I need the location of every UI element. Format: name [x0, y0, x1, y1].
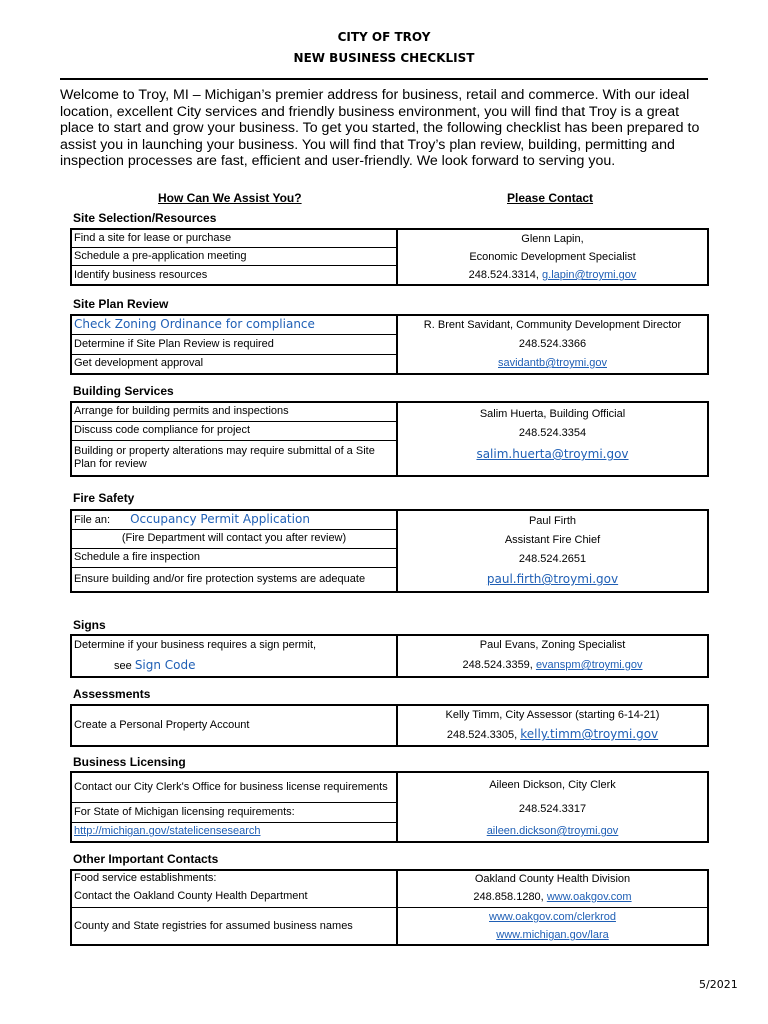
see-label: see	[114, 659, 132, 672]
section-title-fire: Fire Safety	[73, 491, 135, 505]
sign-code-link[interactable]: Sign Code	[134, 657, 196, 672]
contact-name: Aileen Dickson, City Clerk	[489, 779, 616, 791]
task-cell: Identify business resources	[71, 266, 397, 285]
email-link[interactable]: salim.huerta@troymi.gov	[476, 447, 629, 461]
contact-cell	[397, 315, 708, 374]
section-title-siteplan: Site Plan Review	[73, 297, 169, 311]
column-header-contact: Please Contact	[507, 191, 594, 205]
section-title-building: Building Services	[73, 384, 174, 398]
task-cell: Food service establishments:	[71, 870, 397, 887]
contact-cell	[397, 870, 708, 908]
contact-phone: 248.524.2651	[518, 553, 587, 565]
task-cell: Schedule a fire inspection	[71, 548, 397, 567]
task-cell: Discuss code compliance for project	[71, 421, 397, 440]
contact-phone: 248.858.1280,	[473, 891, 544, 903]
assess-table	[70, 704, 709, 747]
contact-title: Assistant Fire Chief	[504, 534, 601, 546]
task-cell: County and State registries for assumed business names	[71, 908, 397, 946]
contact-name: Kelly Timm, City Assessor (starting 6-14-21)	[445, 709, 660, 721]
intro-paragraph: Welcome to Troy, MI – Michigan’s premier address for business, retail and commerce. With our ideal location, excellent City services and friendly business environment, you will find that Troy is a great place to start and grow your business. To get you started, the following checklist has been prepared to assist you in launching your business. You will find that Troy’s plan review, building, permitting and inspection processes are fast, efficient and user-friendly. We look forward to serving you.	[60, 87, 700, 170]
contact-phone: 248.524.3359,	[462, 659, 533, 671]
contact-name: Glenn Lapin,	[521, 233, 584, 245]
task-cell: For State of Michigan licensing requirements:	[71, 802, 397, 822]
website-link[interactable]: www.michigan.gov/lara	[496, 929, 609, 941]
contact-phone: 248.524.3305,	[446, 729, 518, 741]
email-link[interactable]: g.lapin@troymi.gov	[542, 269, 637, 281]
contact-cell	[397, 908, 708, 946]
task-cell: Schedule a pre-application meeting	[71, 247, 397, 265]
file-an-label: File an:	[74, 513, 111, 526]
doc-title: CITY OF TROY	[337, 30, 431, 44]
fire-note: (Fire Department will contact you after review)	[71, 529, 397, 548]
occupancy-permit-link[interactable]: Occupancy Permit Application	[130, 511, 310, 526]
task-cell: Contact the Oakland County Health Department	[71, 887, 397, 908]
column-header-assist: How Can We Assist You?	[158, 191, 302, 205]
licensing-table	[70, 771, 709, 843]
task-cell: Find a site for lease or purchase	[71, 229, 397, 247]
contact-phone: 248.524.3317	[518, 803, 587, 815]
contact-cell	[397, 402, 708, 476]
state-license-link[interactable]: http://michigan.gov/statelicensesearch	[74, 825, 261, 838]
task-cell: Building or property alterations may require submittal of a Site Plan for review	[71, 440, 397, 476]
doc-subtitle: NEW BUSINESS CHECKLIST	[293, 51, 475, 65]
email-link[interactable]: evanspm@troymi.gov	[535, 659, 643, 671]
section-title-assessments: Assessments	[73, 687, 151, 701]
task-cell: Ensure building and/or fire protection systems are adequate	[71, 567, 397, 592]
contact-name: Paul Firth	[528, 515, 577, 527]
email-link[interactable]: paul.firth@troymi.gov	[486, 572, 619, 586]
contact-name: Oakland County Health Division	[474, 873, 631, 885]
email-link[interactable]: savidantb@troymi.gov	[498, 357, 607, 369]
siteplan-table	[70, 314, 709, 375]
section-title-other: Other Important Contacts	[73, 852, 219, 866]
contact-phone: 248.524.3314,	[468, 269, 539, 281]
contact-phone: 248.524.3366	[518, 338, 587, 350]
website-link[interactable]: www.oakgov.com/clerkrod	[489, 911, 616, 923]
contact-cell	[397, 772, 708, 842]
task-cell: Contact our City Clerk's Office for business license requirements	[71, 772, 397, 802]
contact-name: Paul Evans, Zoning Specialist	[479, 639, 626, 651]
contact-title: Economic Development Specialist	[469, 251, 636, 263]
task-cell: Determine if Site Plan Review is required	[71, 335, 397, 355]
building-table	[70, 401, 709, 477]
contact-cell	[397, 229, 708, 285]
task-cell: Arrange for building permits and inspections	[71, 402, 397, 421]
email-link[interactable]: kelly.timm@troymi.gov	[520, 727, 659, 741]
zoning-ordinance-link[interactable]: Check Zoning Ordinance for compliance	[74, 317, 315, 332]
website-link[interactable]: www.oakgov.com	[546, 891, 632, 903]
task-cell: Determine if your business requires a sign permit,	[71, 635, 397, 655]
contact-cell	[397, 705, 708, 746]
contact-cell	[397, 635, 708, 677]
footer-date: 5/2021	[699, 978, 738, 991]
other-table	[70, 869, 709, 946]
contact-cell	[397, 510, 708, 592]
section-title-licensing: Business Licensing	[73, 755, 186, 769]
task-cell: Get development approval	[71, 354, 397, 374]
task-cell: Create a Personal Property Account	[71, 705, 397, 746]
contact-phone: 248.524.3354	[518, 427, 587, 439]
section-title-signs: Signs	[73, 618, 106, 632]
site-table	[70, 228, 709, 286]
email-link[interactable]: aileen.dickson@troymi.gov	[486, 825, 619, 837]
section-title-site: Site Selection/Resources	[73, 211, 217, 225]
fire-table	[70, 509, 709, 593]
signs-table	[70, 634, 709, 678]
contact-name: R. Brent Savidant, Community Development Director	[423, 319, 682, 331]
contact-name: Salim Huerta, Building Official	[479, 408, 626, 420]
divider	[60, 78, 708, 80]
